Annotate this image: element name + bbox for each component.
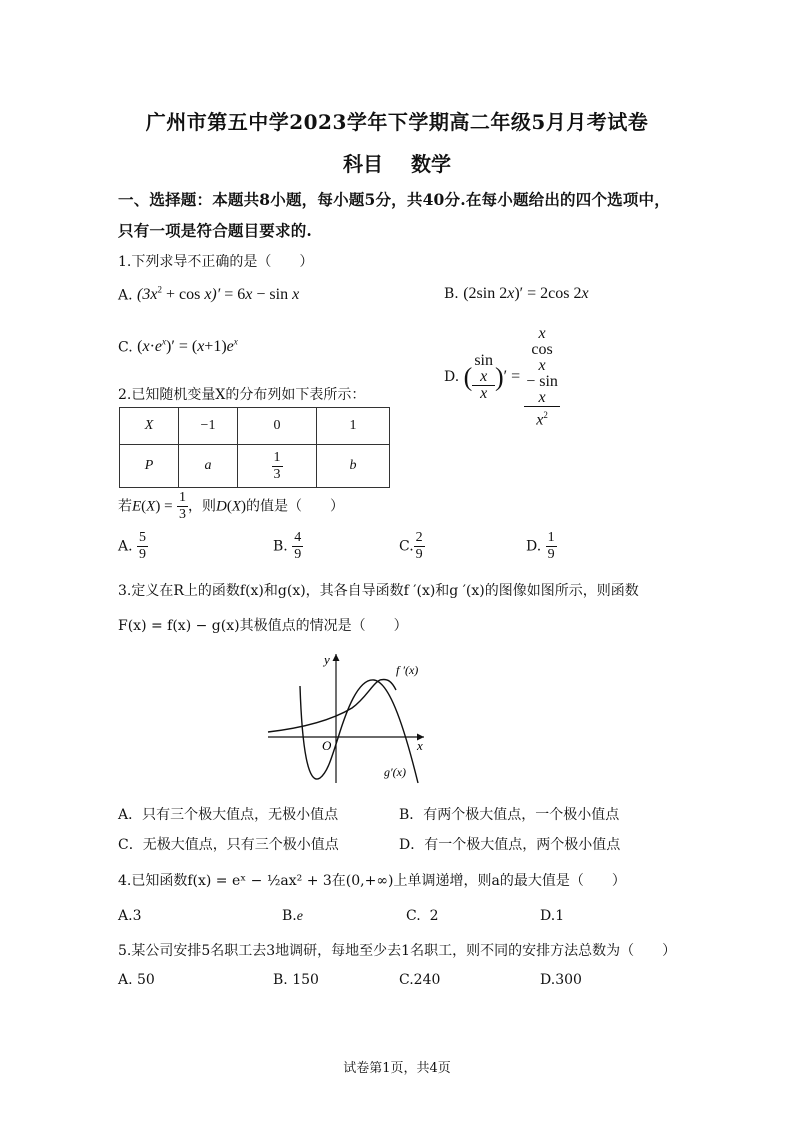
q4-option-a-text: 3	[132, 908, 142, 924]
subject-name: 数学	[411, 152, 451, 176]
q5-option-a-label: A.	[118, 972, 133, 988]
q1-option-c	[118, 337, 238, 356]
q2-option-d-label: D.	[526, 538, 542, 555]
table-cell: 1	[317, 408, 390, 445]
q3-option-c-label: C．	[118, 837, 143, 853]
x-axis-label: x	[417, 738, 423, 753]
table-cell: a	[179, 445, 238, 488]
q5-option-c	[399, 972, 440, 988]
table-cell: P	[120, 445, 179, 488]
q4-option-b-text: e	[296, 909, 303, 924]
section-heading-line2: 只有一项是符合题目要求的.	[118, 221, 312, 240]
q5-option-c-text: 240	[413, 972, 441, 988]
q2-option-d-fraction: $\frac{1}{9}$	[547, 530, 555, 562]
q5-option-c-label: C.	[399, 972, 414, 988]
q5-stem: 5.某公司安排5名职工去3地调研，每地至少去1名职工，则不同的安排方法总数为（ ）	[118, 943, 677, 959]
q5-option-a	[118, 972, 155, 988]
q3-option-a-label: A．	[118, 807, 143, 823]
q3-option-b	[399, 804, 619, 824]
q1-option-a	[118, 285, 299, 304]
q1-option-d-formula: ( sin x x )′ = x cos x − sin x $x^2$	[463, 325, 558, 429]
q4-option-a	[118, 908, 141, 924]
q4-option-d-text: 1	[555, 908, 565, 924]
page-footer: 试卷第1页，共4页	[343, 1061, 451, 1076]
q5-option-b	[273, 972, 319, 988]
q3-option-b-label: B．	[399, 807, 424, 823]
q1-option-b	[444, 285, 589, 303]
q4-option-c-text: 2	[429, 908, 439, 924]
q1-option-b-formula: (2sin 2x)′ = 2cos 2x	[463, 285, 589, 302]
q5-option-a-text: 50	[137, 972, 155, 988]
table-cell: X	[120, 408, 179, 445]
q1-option-a-formula: $(3x^2 + \cos x)' = 6x - \sin x$	[137, 285, 300, 304]
q4-option-c-label: C.	[406, 908, 421, 924]
q2-option-b-fraction: $\frac{4}{9}$	[294, 530, 302, 562]
q5-option-b-text: 150	[292, 972, 319, 988]
q2-option-a-fraction: $\frac{5}{9}$	[139, 530, 147, 562]
section-heading-line1: 一、选择题：本题共8小题，每小题5分，共40分.在每小题给出的四个选项中，	[118, 190, 670, 209]
q3-option-d	[399, 834, 620, 854]
q3-stem-line2: F(x) = f(x) − g(x)其极值点的情况是（ ）	[118, 618, 408, 634]
q3-option-d-text: 有一个极大值点，两个极小值点	[424, 837, 621, 853]
q3-option-a	[118, 804, 338, 824]
q2-option-c-label: C.	[399, 538, 414, 555]
q2-option-b	[273, 530, 303, 563]
g-prime-label: g′(x)	[384, 765, 406, 779]
q3-option-d-label: D．	[399, 837, 425, 853]
q2-condition-suffix: 的值是（ ）	[246, 498, 345, 515]
subject-line	[0, 148, 794, 177]
table-cell	[238, 445, 317, 488]
q4-option-b-label: B.	[282, 908, 297, 924]
q1-option-d	[444, 326, 560, 428]
q2-condition-prefix: 若	[118, 498, 132, 515]
distribution-table	[119, 407, 390, 488]
q1-option-a-label: A.	[118, 287, 133, 304]
q2-option-a	[118, 530, 148, 563]
q2-condition: 若E(X) = $\frac{1}{3}$ ，则D(X)的值是（ ）	[118, 490, 345, 522]
expectation-fraction: $\frac{1}{3}$	[179, 490, 187, 522]
q3-option-a-text: 只有三个极大值点，无极小值点	[142, 807, 339, 823]
subject-label: 科目	[343, 152, 383, 176]
f-prime-label: f ′(x)	[396, 663, 419, 677]
q5-option-d-text: 300	[555, 972, 582, 988]
q5-option-b-label: B.	[273, 972, 288, 988]
table-cell: 0	[238, 408, 317, 445]
q2-option-c-fraction: $\frac{2}{9}$	[415, 530, 423, 562]
table-cell: b	[317, 445, 390, 488]
exam-title: 广州市第五中学2023学年下学期高二年级5月月考试卷	[145, 110, 649, 134]
q2-option-c	[399, 530, 425, 563]
fraction-one-third: $\frac{1}{3}$	[273, 449, 281, 482]
q4-option-c	[406, 908, 439, 924]
q3-stem-line1: 3.定义在R上的函数f(x)和g(x)，其各自导函数f ′(x)和g ′(x)的图像如图所示，则函数	[118, 583, 639, 599]
q5-option-d	[540, 972, 582, 988]
q1-option-c-formula: $(x\cdot e^x)' = (x+1)e^x$	[137, 337, 238, 356]
q4-stem: 4.已知函数f(x) = eˣ − ½ax² + 3在(0,+∞)上单调递增，则a的最大值是（ ）	[118, 873, 626, 889]
table-row	[120, 445, 390, 488]
q4-option-d	[540, 908, 564, 924]
q2-condition-mid: ，则	[188, 498, 217, 515]
origin-label: O	[322, 738, 332, 753]
y-axis-label: y	[324, 652, 330, 667]
q1-option-d-label: D.	[444, 368, 460, 385]
q2-stem: 2.已知随机变量X的分布列如下表所示：	[118, 387, 366, 403]
q5-option-d-label: D.	[540, 972, 556, 988]
q4-option-d-label: D.	[540, 908, 556, 924]
q2-option-d	[526, 530, 557, 563]
q2-option-a-label: A.	[118, 538, 133, 555]
q1-option-c-label: C.	[118, 339, 133, 356]
q1-stem: 1.下列求导不正确的是（ ）	[118, 254, 314, 270]
table-cell: −1	[179, 408, 238, 445]
q3-option-c-text: 无极大值点，只有三个极小值点	[142, 837, 339, 853]
q4-option-b	[282, 908, 303, 925]
q4-option-a-label: A.	[118, 908, 133, 924]
f-prime-curve	[268, 679, 396, 732]
q3-option-c	[118, 834, 339, 854]
table-row	[120, 408, 390, 445]
q3-option-b-text: 有两个极大值点，一个极小值点	[423, 807, 620, 823]
q2-option-b-label: B.	[273, 538, 288, 555]
q1-option-b-label: B.	[444, 286, 459, 302]
derivative-graph	[262, 648, 432, 788]
